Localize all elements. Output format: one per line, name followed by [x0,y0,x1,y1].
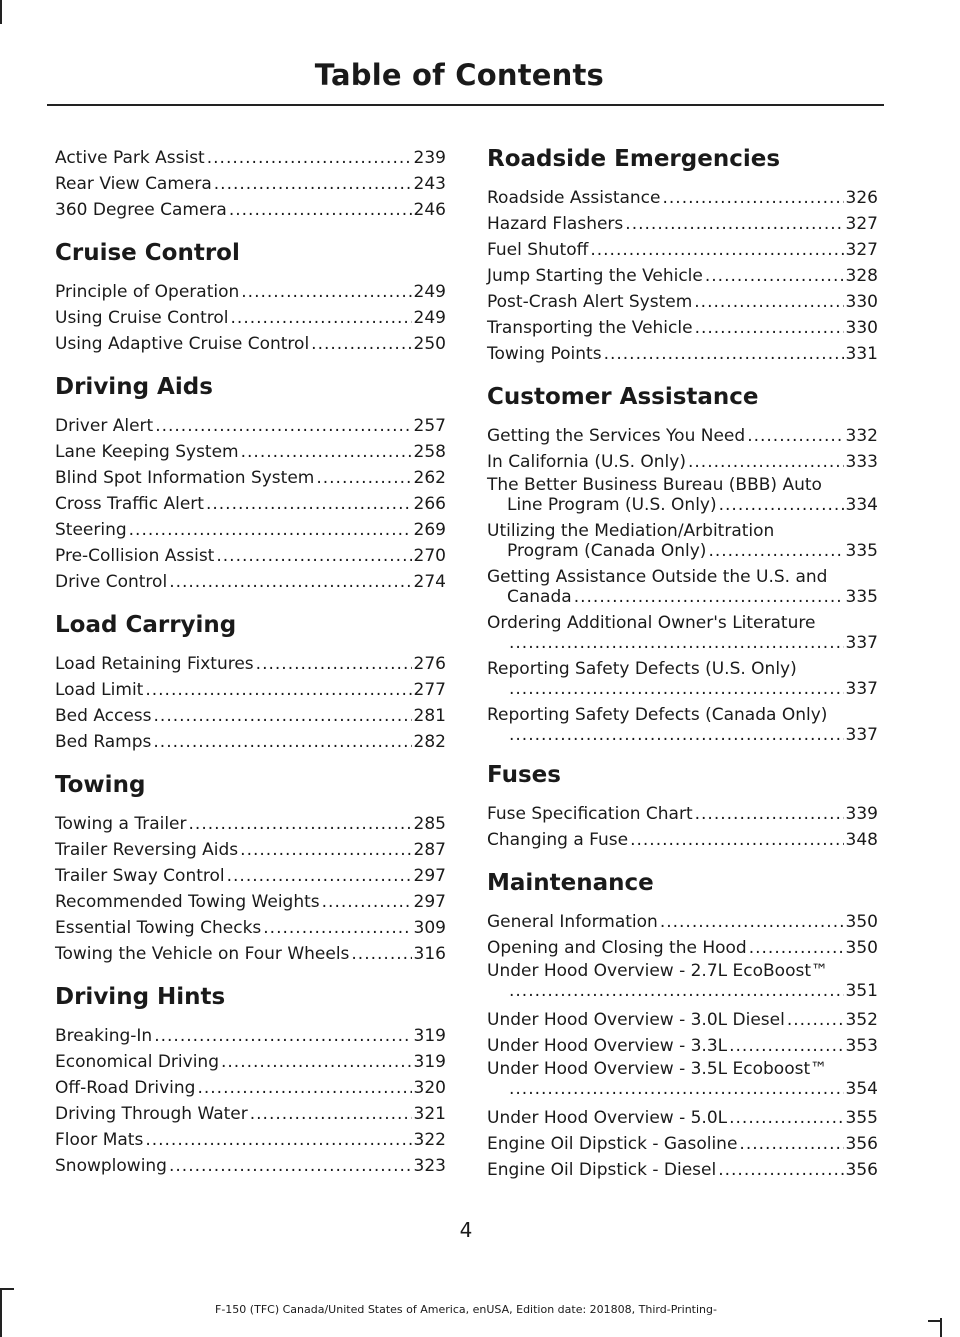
toc-page-number: 243 [413,174,446,194]
header-divider [47,104,884,106]
toc-entry-title: Utilizing the Mediation/Arbitration [487,521,775,541]
toc-section [55,611,446,755]
dot-leader [630,827,843,853]
toc-entry-continuation [487,541,878,561]
toc-page-number: 319 [413,1052,446,1072]
toc-page-number: 348 [845,830,878,850]
toc-entry[interactable] [55,305,446,331]
dot-leader [189,811,412,837]
dot-leader [145,1127,411,1153]
toc-entry[interactable] [487,1033,878,1059]
dot-leader [509,981,844,1001]
toc-entry[interactable] [55,465,446,491]
toc-page-number: 249 [413,308,446,328]
toc-entry[interactable] [487,1131,878,1157]
toc-entry-continuation [487,587,878,607]
toc-page-number: 330 [845,292,878,312]
toc-entry[interactable] [55,889,446,915]
toc-section [487,869,878,1183]
toc-entry-title: Reporting Safety Defects (Canada Only) [487,705,828,725]
toc-entry-title: Towing the Vehicle on Four Wheels [55,944,350,964]
toc-entry[interactable] [55,145,446,171]
toc-entry-title: Essential Towing Checks [55,918,262,938]
toc-entry-title: Trailer Sway Control [55,866,225,886]
toc-entry[interactable] [55,1127,446,1153]
left-column [55,145,446,1195]
toc-entry[interactable] [487,521,878,561]
toc-page-number: 337 [845,633,878,653]
dot-leader [311,331,411,357]
toc-entry-title: Blind Spot Information System [55,468,315,488]
toc-entry[interactable] [55,1023,446,1049]
section-heading: Fuses [487,762,561,788]
toc-entry-title: Active Park Assist [55,148,205,168]
toc-entry[interactable] [487,935,878,961]
toc-page-number: 319 [413,1026,446,1046]
toc-page-number: 323 [413,1156,446,1176]
toc-page-number: 331 [845,344,878,364]
toc-entry[interactable] [55,811,446,837]
dot-leader [256,651,412,677]
toc-entry-continuation [487,1079,878,1099]
dot-leader [351,941,411,967]
toc-page-number: 262 [413,468,446,488]
dot-leader [729,1105,843,1131]
toc-entry[interactable] [487,1059,878,1099]
toc-entry-title: Steering [55,520,127,540]
dot-leader [719,495,844,515]
toc-page-number: 274 [413,572,446,592]
section-heading: Customer Assistance [487,384,759,410]
toc-entry[interactable] [55,569,446,595]
toc-page-number: 257 [413,416,446,436]
toc-page-number: 334 [845,495,878,515]
toc-entry[interactable] [55,331,446,357]
section-heading: Driving Aids [55,374,213,400]
toc-entry-title: Load Retaining Fixtures [55,654,254,674]
toc-page-number: 354 [845,1079,878,1099]
toc-page-number: 339 [845,804,878,824]
right-column [487,145,878,1199]
toc-entry[interactable] [487,423,878,449]
toc-entry[interactable] [55,1153,446,1179]
toc-page-number: 258 [413,442,446,462]
dot-leader [250,1101,412,1127]
toc-entry[interactable] [55,543,446,569]
toc-entry-title: Engine Oil Dipstick - Gasoline [487,1134,738,1154]
toc-page-number: 337 [845,679,878,699]
toc-entry[interactable] [487,211,878,237]
toc-entry-title: Recommended Towing Weights [55,892,320,912]
dot-leader [509,633,844,653]
dot-leader [509,725,844,745]
toc-page-number: 297 [413,866,446,886]
toc-entry-title-cont: Canada [507,587,572,607]
toc-page-number: 297 [413,892,446,912]
toc-entry-title: Under Hood Overview - 3.3L [487,1036,728,1056]
toc-entry-title-cont: Line Program (U.S. Only) [507,495,717,515]
section-heading: Driving Hints [55,984,226,1010]
toc-page-number: 322 [413,1130,446,1150]
toc-entry[interactable] [55,651,446,677]
toc-entry-title: Hazard Flashers [487,214,624,234]
dot-leader [662,185,843,211]
dot-leader [169,1153,412,1179]
dot-leader [241,439,412,465]
toc-entry-title: Bed Access [55,706,152,726]
toc-entry-title: Economical Driving [55,1052,219,1072]
toc-entry-title: Jump Starting the Vehicle [487,266,703,286]
toc-entry-title: Trailer Reversing Aids [55,840,239,860]
toc-entry-title: Driving Through Water [55,1104,248,1124]
toc-entry[interactable] [487,315,878,341]
toc-entry-title: Under Hood Overview - 5.0L [487,1108,728,1128]
toc-entry-continuation [487,981,878,1001]
toc-page-number: 246 [413,200,446,220]
dot-leader [590,237,843,263]
toc-page-number: 282 [413,732,446,752]
toc-page-number: 250 [413,334,446,354]
toc-entry[interactable] [487,185,878,211]
toc-entry-title: Roadside Assistance [487,188,661,208]
toc-entry-title: In California (U.S. Only) [487,452,686,472]
dot-leader [708,541,843,561]
dot-leader [695,801,844,827]
dot-leader [229,197,412,223]
toc-section [55,373,446,595]
toc-page-number: 356 [845,1160,878,1180]
dot-leader [221,1049,412,1075]
toc-entry[interactable] [55,1075,446,1101]
toc-entry[interactable] [55,941,446,967]
dot-leader [145,677,411,703]
toc-entry-title: Drive Control [55,572,168,592]
toc-entry-title: Fuel Shutoff [487,240,589,260]
toc-entry[interactable] [55,915,446,941]
toc-page-number: 287 [413,840,446,860]
dot-leader [216,543,411,569]
dot-leader [322,889,412,915]
toc-page-number: 239 [413,148,446,168]
toc-page-number: 335 [845,587,878,607]
toc-entry[interactable] [55,837,446,863]
dot-leader [153,729,411,755]
toc-page-number: 330 [845,318,878,338]
toc-entry[interactable] [487,289,878,315]
toc-entry[interactable] [55,863,446,889]
toc-entry-title: Under Hood Overview - 3.5L Ecoboost™ [487,1059,828,1079]
toc-page-number: 353 [845,1036,878,1056]
dot-leader [207,145,412,171]
toc-page-number: 309 [413,918,446,938]
toc-entry-title: Pre-Collision Assist [55,546,215,566]
toc-page-number: 351 [845,981,878,1001]
dot-leader [749,935,844,961]
toc-entry[interactable] [55,1049,446,1075]
page-number: 4 [459,1218,473,1242]
section-heading: Load Carrying [55,612,237,638]
toc-entry-title: Principle of Operation [55,282,240,302]
toc-entry-title: Getting the Services You Need [487,426,746,446]
dot-leader [787,1007,844,1033]
toc-entry-title: The Better Business Bureau (BBB) Auto [487,475,822,495]
toc-page-number: 350 [845,912,878,932]
toc-entry-title: Ordering Additional Owner's Literature [487,613,816,633]
toc-page-number: 326 [845,188,878,208]
toc-page-number: 276 [413,654,446,674]
toc-entry[interactable] [487,1157,878,1183]
toc-entry[interactable] [55,517,446,543]
dot-leader [206,491,412,517]
toc-entry-title: Driver Alert [55,416,154,436]
toc-entry-continuation [487,495,878,515]
toc-entry-title: Towing Points [487,344,602,364]
toc-page-number: 327 [845,214,878,234]
toc-entry-title: General Information [487,912,658,932]
toc-page-number: 249 [413,282,446,302]
dot-leader [154,703,412,729]
dot-leader [604,341,844,367]
dot-leader [240,837,411,863]
toc-entry[interactable] [55,703,446,729]
dot-leader [694,289,843,315]
toc-page-number: 328 [845,266,878,286]
crop-mark [0,0,2,24]
toc-page-number: 281 [413,706,446,726]
toc-entry[interactable] [55,413,446,439]
toc-entry-title: Changing a Fuse [487,830,629,850]
toc-entry-continuation [487,679,878,699]
toc-entry[interactable] [487,567,878,607]
dot-leader [729,1033,843,1059]
toc-page-number: 337 [845,725,878,745]
toc-page-number: 327 [845,240,878,260]
toc-entry-title: Load Limit [55,680,144,700]
toc-entry-title: Post-Crash Alert System [487,292,693,312]
dot-leader [197,1075,411,1101]
section-heading: Cruise Control [55,240,240,266]
dot-leader [214,171,412,197]
dot-leader [705,263,844,289]
toc-entry[interactable] [55,439,446,465]
toc-entry[interactable] [55,1101,446,1127]
toc-entry[interactable] [487,449,878,475]
toc-entry[interactable] [487,475,878,515]
toc-entry[interactable] [55,197,446,223]
toc-entry[interactable] [55,171,446,197]
dot-leader [316,465,411,491]
toc-entry-title: Bed Ramps [55,732,152,752]
section-heading: Towing [55,772,146,798]
dot-leader [509,679,844,699]
dot-leader [695,315,844,341]
toc-entry[interactable] [55,677,446,703]
toc-page-number: 266 [413,494,446,514]
dot-leader [660,909,844,935]
dot-leader [241,279,411,305]
crop-mark [0,1288,14,1290]
toc-entry-title: Engine Oil Dipstick - Diesel [487,1160,717,1180]
toc-entry[interactable] [55,279,446,305]
dot-leader [718,1157,843,1183]
dot-leader [263,915,411,941]
toc-entry-title: Using Adaptive Cruise Control [55,334,310,354]
toc-page-number: 350 [845,938,878,958]
toc-entry[interactable] [487,801,878,827]
toc-entry-title: 360 Degree Camera [55,200,227,220]
toc-page-number: 352 [845,1010,878,1030]
toc-entry-title: Towing a Trailer [55,814,187,834]
toc-entry[interactable] [487,613,878,653]
dot-leader [739,1131,843,1157]
toc-page-number: 285 [413,814,446,834]
toc-entry-title: Fuse Specification Chart [487,804,693,824]
toc-entry-title: Cross Traffic Alert [55,494,204,514]
toc-entry[interactable] [487,1007,878,1033]
dot-leader [574,587,844,607]
dot-leader [227,863,412,889]
dot-leader [129,517,412,543]
toc-entry[interactable] [55,491,446,517]
toc-entry-title: Under Hood Overview - 3.0L Diesel [487,1010,785,1030]
toc-section [55,771,446,967]
toc-entry-title: Off-Road Driving [55,1078,196,1098]
toc-page-number: 316 [413,944,446,964]
toc-page-number: 321 [413,1104,446,1124]
toc-entry[interactable] [55,729,446,755]
edition-footer: F-150 (TFC) Canada/United States of America, enUSA, Edition date: 201808, Third-Printing- [215,1303,717,1316]
dot-leader [155,413,411,439]
toc-section [487,761,878,853]
toc-page-number: 277 [413,680,446,700]
dot-leader [231,305,412,331]
dot-leader [154,1023,411,1049]
section-heading: Roadside Emergencies [487,146,781,172]
toc-section [487,383,878,745]
toc-page-number: 335 [845,541,878,561]
dot-leader [169,569,411,595]
dot-leader [688,449,844,475]
toc-entry-title: Getting Assistance Outside the U.S. and [487,567,828,587]
toc-entry[interactable] [487,237,878,263]
toc-entry[interactable] [487,909,878,935]
toc-entry-title-cont: Program (Canada Only) [507,541,707,561]
toc-entry-title: Transporting the Vehicle [487,318,693,338]
toc-entry-title: Floor Mats [55,1130,144,1150]
toc-entry-title: Under Hood Overview - 2.7L EcoBoost™ [487,961,829,981]
toc-section [55,239,446,357]
toc-entry[interactable] [487,263,878,289]
section-heading: Maintenance [487,870,654,896]
toc-entry-continuation [487,725,878,745]
toc-page-number: 355 [845,1108,878,1128]
toc-entry-title: Using Cruise Control [55,308,229,328]
toc-page-number: 320 [413,1078,446,1098]
toc-entry-title: Opening and Closing the Hood [487,938,747,958]
toc-page-number: 332 [845,426,878,446]
toc-page-number: 356 [845,1134,878,1154]
dot-leader [625,211,843,237]
toc-section [487,145,878,367]
toc-entry-title: Lane Keeping System [55,442,239,462]
toc-entry[interactable] [487,341,878,367]
toc-page-number: 333 [845,452,878,472]
toc-entry[interactable] [487,1105,878,1131]
dot-leader [747,423,843,449]
toc-entry[interactable] [487,827,878,853]
toc-entry-title: Rear View Camera [55,174,212,194]
toc-entry[interactable] [487,961,878,1001]
toc-entry[interactable] [487,705,878,745]
crop-mark [940,1318,942,1337]
toc-entry[interactable] [487,659,878,699]
dot-leader [509,1079,844,1099]
toc-entry-title: Snowplowing [55,1156,167,1176]
toc-entry-continuation [487,633,878,653]
toc-page-number: 269 [413,520,446,540]
toc-page-number: 270 [413,546,446,566]
page-title: Table of Contents [314,58,604,92]
toc-section [55,983,446,1179]
toc-entry-title: Reporting Safety Defects (U.S. Only) [487,659,797,679]
toc-entry-title: Breaking-In [55,1026,153,1046]
crop-mark [928,1320,940,1322]
toc-group [55,145,446,223]
